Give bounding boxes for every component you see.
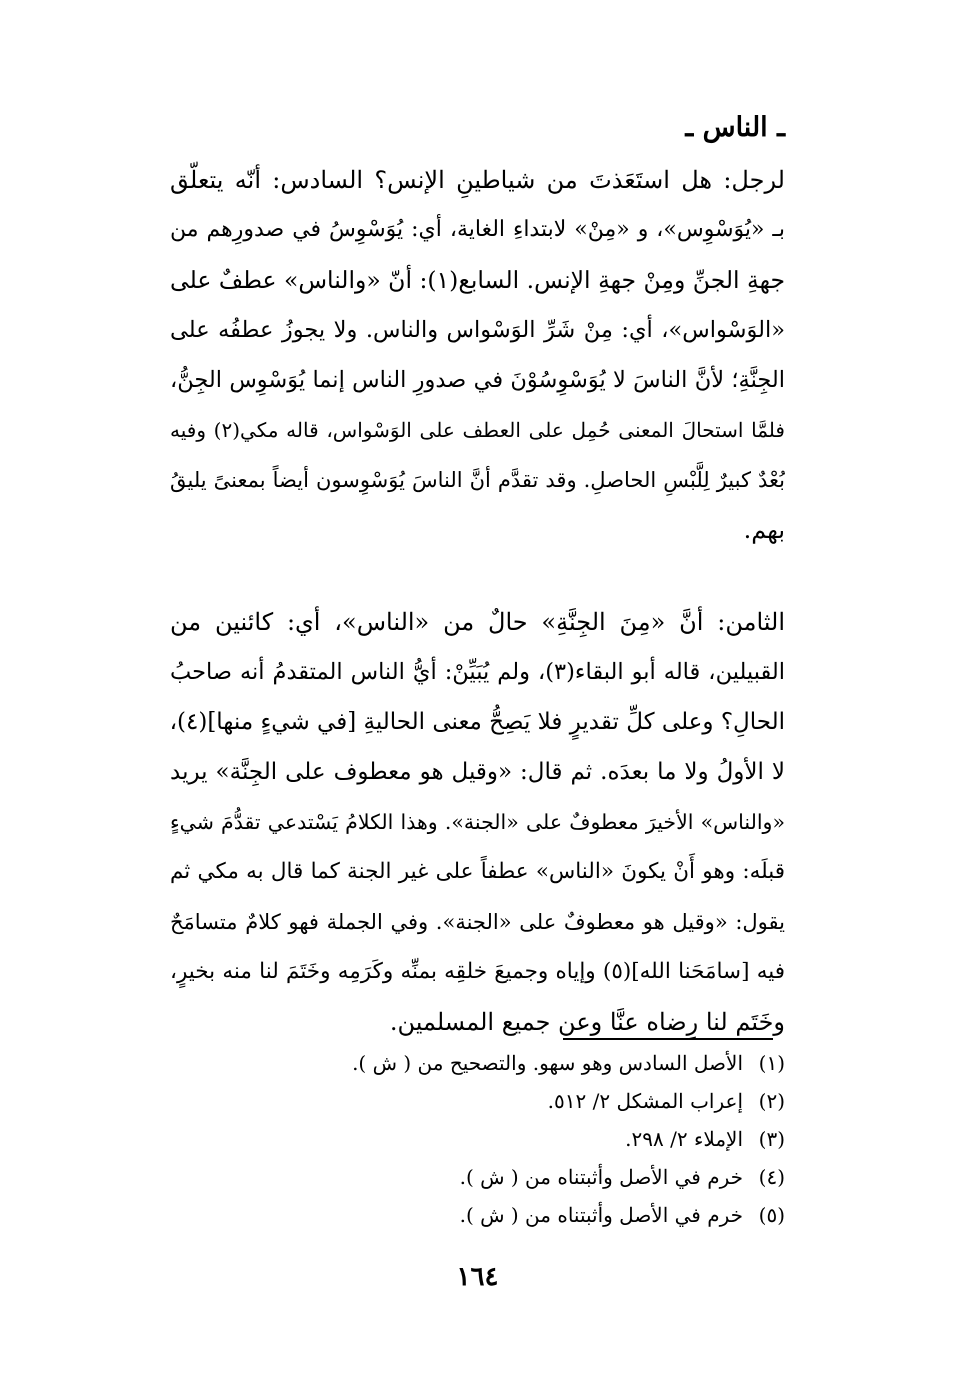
text-line: قبلَه: وهو أَنْ يكونَ «الناس» عطفاً على غير الجنة كما قال به مكي ثم xyxy=(170,859,785,884)
footnote-number: (٢) xyxy=(758,1089,785,1113)
text-line: يقول: «وقيل هو معطوفٌ على «الجنة». وفي الجملة فهو كلامٌ متسامَحٌ xyxy=(170,910,785,934)
page-number: ١٦٤ xyxy=(456,1262,499,1292)
footnote-number: (٣) xyxy=(758,1127,785,1151)
paragraph-1 xyxy=(170,155,785,555)
text-line: وخَتَم لنا رِضاه عنَّا وعن جميع المسلمين. xyxy=(389,1008,785,1036)
footnote-number: (٥) xyxy=(758,1203,785,1227)
text-line: لرجل: هل استَعَذتَ من شياطينِ الإنس؟ السادس: أنّه يتعلّق xyxy=(170,166,785,194)
text-line: بـ «يُوَسْوِس»، و «مِنْ» لابتداءِ الغاية، أي: يُوَسْوِسُ في صدورِهم من xyxy=(170,217,785,242)
footnote-item xyxy=(170,1082,785,1120)
text-line: فيه [سامَحَنا الله](٥) وإياه وجميعَ خلقِه بمنِّه وكَرَمِه وخَتَمَ لنا منه بخيرٍ، xyxy=(170,959,785,984)
paragraph-2 xyxy=(170,597,785,1047)
text-line: لا الأولُ ولا ما بعدَه. ثم قال: «وقيل هو معطوف على الجِنَّة» يريد xyxy=(170,759,785,785)
footnote-text: خرم في الأصل وأثبتناه من ( ش ). xyxy=(459,1203,743,1227)
footnote-text: إعراب المشكل ٢/ ٥١٢. xyxy=(547,1089,743,1113)
running-title: ـ الناس ـ xyxy=(685,112,785,143)
footnote-text: خرم في الأصل وأثبتناه من ( ش ). xyxy=(459,1165,743,1189)
text-line: الثامن: أنَّ «مِنَ الجِنَّةِ» حالٌ من «الناس»، أي: كائنين من xyxy=(170,608,785,636)
footnote-item xyxy=(170,1044,785,1082)
footnote-separator xyxy=(563,1038,773,1040)
text-line: بُعْدٌ كبيرٌ لِلَّبْسِ الحاصلِ. وقد تقدَّم أنَّ الناسَ يُوَسْوِسون أيضاً بمعنىً يليقُ xyxy=(170,468,785,492)
text-line: الحالِ؟ وعلى كلِّ تقديرٍ فلا يَصِحُّ معنى الحاليةِ [في شيءٍ منها](٤)، xyxy=(170,709,785,735)
footnote-item xyxy=(170,1196,785,1234)
text-line: الجِنَّةِ؛ لأنَّ الناسَ لا يُوَسْوِسُوْنَ في صدورِ الناس إنما يُوَسْوِس الجِنُّ، xyxy=(170,367,785,393)
text-line: فلمَّا استحالَ المعنى حُمِل على العطف على الوَسْواس، قاله مكي(٢) وفيه xyxy=(170,418,785,442)
footnote-number: (١) xyxy=(758,1051,785,1075)
footnotes xyxy=(170,1044,785,1234)
footnote-text: الأصل السادس وهو سهو. والتصحيح من ( ش ). xyxy=(352,1051,743,1075)
text-line: جهةِ الجنِّ ومِنْ جهةِ الإنس. السابع(١): أنّ «والناس» عطفٌ على xyxy=(170,266,785,294)
footnote-item xyxy=(170,1120,785,1158)
footnote-item xyxy=(170,1158,785,1196)
text-line: بهم. xyxy=(743,516,785,544)
text-line: «والناس» الأخيرَ معطوفٌ على «الجنة». وهذا الكلامُ يَسْتدعي تقدُّمَ شيءٍ xyxy=(170,810,785,834)
footnote-text: الإملاء ٢/ ٢٩٨. xyxy=(625,1127,743,1151)
footnote-number: (٤) xyxy=(758,1165,785,1189)
text-line: القبيلين، قاله أبو البقاء(٣)، ولم يُبَيِّنْ: أيُّ الناس المتقدمُ أنه صاحبُ xyxy=(170,659,785,685)
text-line: «الوَسْواس»، أي: مِنْ شَرِّ الوَسْواس والناس. ولا يجوزُ عطفُه على xyxy=(170,317,785,343)
